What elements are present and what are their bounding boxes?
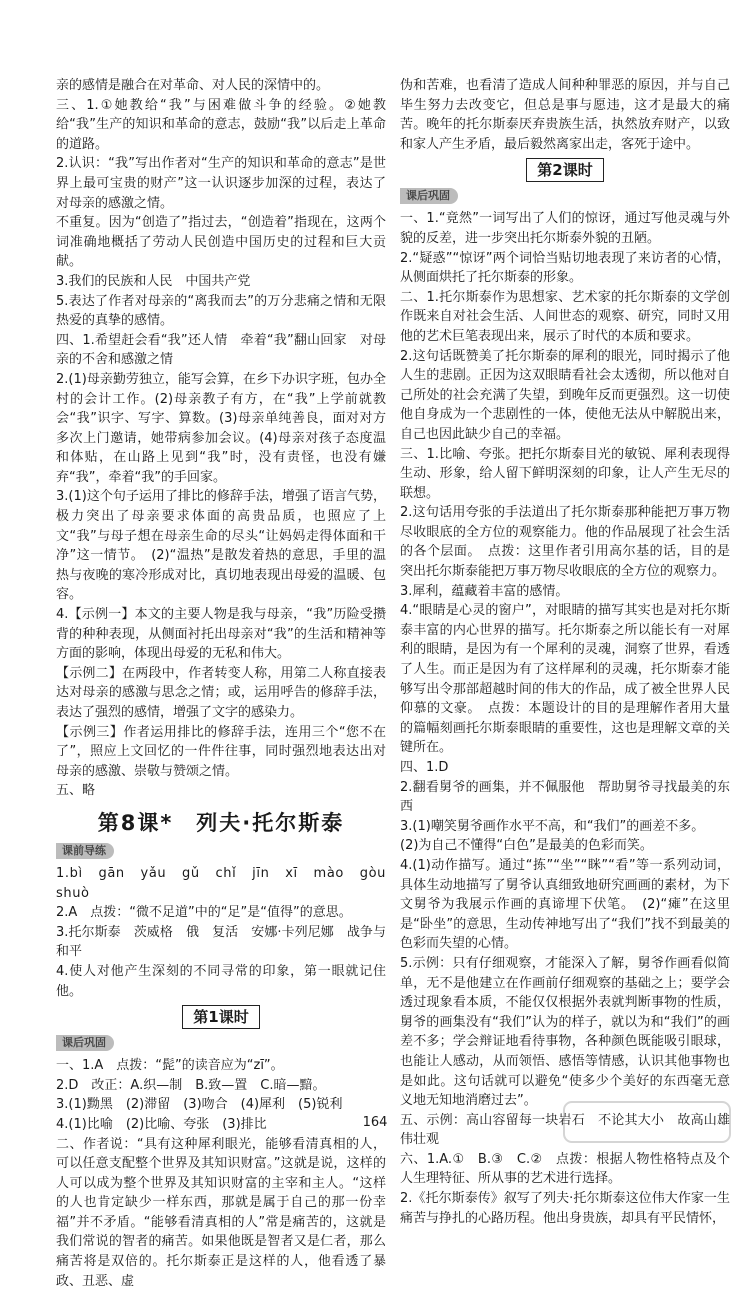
text-paragraph: 2.翻看舅爷的画集，并不佩服他 帮助舅爷寻找最美的东西 — [400, 778, 730, 817]
section-badge — [56, 843, 386, 859]
text-paragraph: 【示例三】作者运用排比的修辞手法，连用三个“您不在了”，照应上文回忆的一件件往事，同时强烈地表达出对母亲的感激、崇敬与赞颂之情。 — [56, 723, 386, 782]
text-paragraph: 六、1.A.① B.③ C.② 点拨：根据人物性格特点及个人生理特征、所从事的艺术进行选择。 — [400, 1150, 730, 1189]
text-paragraph: 二、作者说：“具有这种犀利眼光，能够看清真相的人，可以任意支配整个世界及其知识财富。”这就是说，这样的人可以成为整个世界及其知识财富的主宰和主人。“这样的人也肯定缺少一样东西，那就是属于自己的那一份幸福”并不矛盾。“能够看清真相的人”常是痛苦的，这就是我们常说的智者的痛苦。如果他既是智者又是仁者，那么痛苦将是双倍的。托尔斯泰正是这样的人，他看透了暴政、丑恶、虚 — [56, 1135, 386, 1291]
text-paragraph: 【示例二】在两段中，作者转变人称，用第二人称直接表达对母亲的感激与思念之情；或，运用呼告的修辞手法，表达了强烈的感情，增强了文字的感染力。 — [56, 664, 386, 723]
text-paragraph: 2.(1)母亲勤劳独立，能写会算，在乡下办识字班，包办全村的会计工作。(2)母亲教子有方，在“我”上学前就教会“我”识字、写字、算数。(3)母亲单纯善良，面对对方多次上门邀请，她带病参加会议。(4)母亲对孩子态度温和体贴，在山路上见到“我”时，没有责怪，也没有嫌弃“我”，牵着“我”的手回家。 — [56, 370, 386, 488]
text-paragraph: 三、1.①她教给“我”与困难做斗争的经验。②她教给“我”生产的知识和革命的意志，鼓励“我”以后走上革命的道路。 — [56, 96, 386, 155]
text-paragraph: 3.(1)嘲笑舅爷画作水平不高，和“我们”的画差不多。 — [400, 817, 730, 837]
pinyin-answers: 1.bì gān yǎu gǔ chǐ jīn xī mào gòu shuò — [56, 864, 386, 903]
text-paragraph: 四、1.希望赶会看“我”还人情 牵着“我”翻山回家 对母亲的不舍和感激之情 — [56, 331, 386, 370]
watermark-logo — [562, 1098, 732, 1146]
text-paragraph: 二、1.托尔斯泰作为思想家、艺术家的托尔斯泰的文学创作既来自对社会生活、人间世态的观察、研究，同时又用他的艺术巨笔表现出来，展示了时代的本质和要求。 — [400, 288, 730, 347]
text-paragraph: 3.(1)黝黑 (2)滞留 (3)吻合 (4)犀利 (5)锐利 — [56, 1095, 386, 1115]
badge-label: 课前导练 — [56, 843, 114, 859]
sub-heading-label: 第1课时 — [182, 1005, 259, 1029]
lesson-title: 第8课* 列夫·托尔斯泰 — [56, 809, 386, 837]
text-paragraph: 2.认识：“我”写出作者对“生产的知识和革命的意志”是世界上最可宝贵的财产”这一认识逐步加深的过程，表达了对母亲的感激之情。 — [56, 154, 386, 213]
text-paragraph: 4.“眼睛是心灵的窗户”，对眼睛的描写其实也是对托尔斯泰丰富的内心世界的描写。托尔斯泰之所以能长有一对犀利的眼睛，是因为有一个犀利的灵魂，洞察了世界，看透了人生。而正是因为有了这样犀利的灵魂，托尔斯泰才能够写出令那部超越时间的伟大的作品，成了被全世界人民仰慕的文豪。 点拨：本题设计的目的是理解作者用大量的篇幅刻画托尔斯泰眼睛的重要性，这也是理解文章的关键所在。 — [400, 601, 730, 758]
text-paragraph: 2.这句话既赞美了托尔斯泰的犀利的眼光，同时揭示了他人生的悲剧。正因为这双眼睛看社会太透彻，所以他对自己所处的社会充满了失望，到晚年反而更强烈。这一切使他自身成为一个悲剧性的一体，使他无法从中解脱出来，自己也因此缺少自己的幸福。 — [400, 347, 730, 445]
text-paragraph: 亲的感情是融合在对革命、对人民的深情中的。 — [56, 76, 386, 96]
section-badge — [400, 188, 730, 204]
text-paragraph: 5.示例：只有仔细观察，才能深入了解，舅爷作画看似简单，无不是他建立在作画前仔细观察的基础之上；要学会透过现象看本质，不能仅仅根据外表就判断事物的性质，舅爷的画集没有“我们”认为的样子，就以为和“我们”的画差不多；学会辩证地看待事物，各种颜色既能吸引眼球，也能让人感动，从而领悟、感悟等情感，认识其他事物也是如此。这句话就可以避免“使多少个美好的东西毫无意义地无知地消磨过去”。 — [400, 954, 730, 1111]
section-badge — [56, 1035, 386, 1051]
right-column — [400, 76, 730, 1228]
sub-heading — [56, 1005, 386, 1029]
text-paragraph: (2)为自己不懂得“白色”是最美的色彩而笑。 — [400, 836, 730, 856]
sub-heading — [400, 158, 730, 182]
text-paragraph: 3.我们的民族和人民 中国共产党 — [56, 272, 386, 292]
text-paragraph: 五、示例：高山容留每一块岩石 不论其大小 故高山雄伟壮观 — [400, 1111, 730, 1150]
text-paragraph: 5.表达了作者对母亲的“离我而去”的万分悲痛之情和无限热爱的真挚的感情。 — [56, 292, 386, 331]
text-paragraph: 伪和苦难，也看清了造成人间种种罪恶的原因，并与自己毕生努力去改变它，但总是事与愿违，这才是最大的痛苦。晚年的托尔斯泰厌弃贵族生活，执然放弃财产，以致和家人产生矛盾，最后毅然离家出走，客死于途中。 — [400, 76, 730, 154]
text-paragraph: 2.D 改正：A.织—制 B.致—置 C.暗—黯。 — [56, 1076, 386, 1096]
left-column — [56, 76, 386, 1291]
sub-heading-label: 第2课时 — [526, 158, 603, 182]
text-paragraph: 2.这句话用夸张的手法道出了托尔斯泰那种能把万事万物尽收眼底的全方位的观察能力。他的作品展现了社会生活的各个层面。 点拨：这里作者引用高尔基的话，目的是突出托尔斯泰能把万事万物尽收眼底的全方位的观察力。 — [400, 503, 730, 581]
text-paragraph: 一、1.“竟然”一词写出了人们的惊讶，通过写他灵魂与外貌的反差，进一步突出托尔斯泰外貌的丑陋。 — [400, 209, 730, 248]
text-paragraph: 三、1.比喻、夸张。把托尔斯泰目光的敏锐、犀利表现得生动、形象，给人留下鲜明深刻的印象，让人产生无尽的联想。 — [400, 445, 730, 504]
text-paragraph: 3.托尔斯泰 茨威格 俄 复活 安娜·卡列尼娜 战争与和平 — [56, 923, 386, 962]
text-paragraph: 五、略 — [56, 781, 386, 801]
badge-label: 课后巩固 — [56, 1035, 114, 1051]
text-paragraph: 4.使人对他产生深刻的不同寻常的印象，第一眼就记住他。 — [56, 962, 386, 1001]
badge-label: 课后巩固 — [400, 188, 458, 204]
text-paragraph: 2.《托尔斯泰传》叙写了列夫·托尔斯泰这位伟大作家一生痛苦与挣扎的心路历程。他出身贵族，却具有平民情怀， — [400, 1189, 730, 1228]
text-paragraph: 4.(1)比喻 (2)比喻、夸张 (3)排比 — [56, 1115, 386, 1135]
text-paragraph: 2.A 点拨：“微不足道”中的“足”是“值得”的意思。 — [56, 903, 386, 923]
page-number: 164 — [0, 1115, 750, 1130]
text-paragraph: 2.“疑惑”“惊讶”两个词恰当贴切地表现了来访者的心情，从侧面烘托了托尔斯泰的形象。 — [400, 249, 730, 288]
text-paragraph: 4.【示例一】本文的主要人物是我与母亲，“我”历险受攒背的种种表现，从侧面衬托出母亲对“我”的生活和精神等方面的影响，体现出母爱的无私和伟大。 — [56, 605, 386, 664]
text-paragraph: 3.犀利，蕴藏着丰富的感情。 — [400, 582, 730, 602]
text-paragraph: 四、1.D — [400, 758, 730, 778]
text-paragraph: 不重复。因为“创造了”指过去，“创造着”指现在，这两个词准确地概括了劳动人民创造中国历史的过程和巨大贡献。 — [56, 213, 386, 272]
text-paragraph: 一、1.A 点拨：“髭”的读音应为“zī”。 — [56, 1056, 386, 1076]
text-paragraph: 4.(1)动作描写。通过“拣”“坐”“眯”“看”等一系列动词，具体生动地描写了舅爷认真细致地研究画画的素材，为下文舅爷为我展示作画的真谛埋下伏笔。 (2)“瘫”在这里是“卧坐”的意思，生动传神地写出了“我们”找不到最美的色彩而失望的心情。 — [400, 856, 730, 954]
text-paragraph: 3.(1)这个句子运用了排比的修辞手法，增强了语言气势，极力突出了母亲要求体面的高贵品质，也照应了上文“我”与母子想在母亲生命的尽头“让妈妈走得体面和干净”这一情节。 (2)“温热”是散发着热的意思，手里的温热与夜晚的寒冷形成对比，真切地表现出母爱的温暖、包容。 — [56, 487, 386, 605]
